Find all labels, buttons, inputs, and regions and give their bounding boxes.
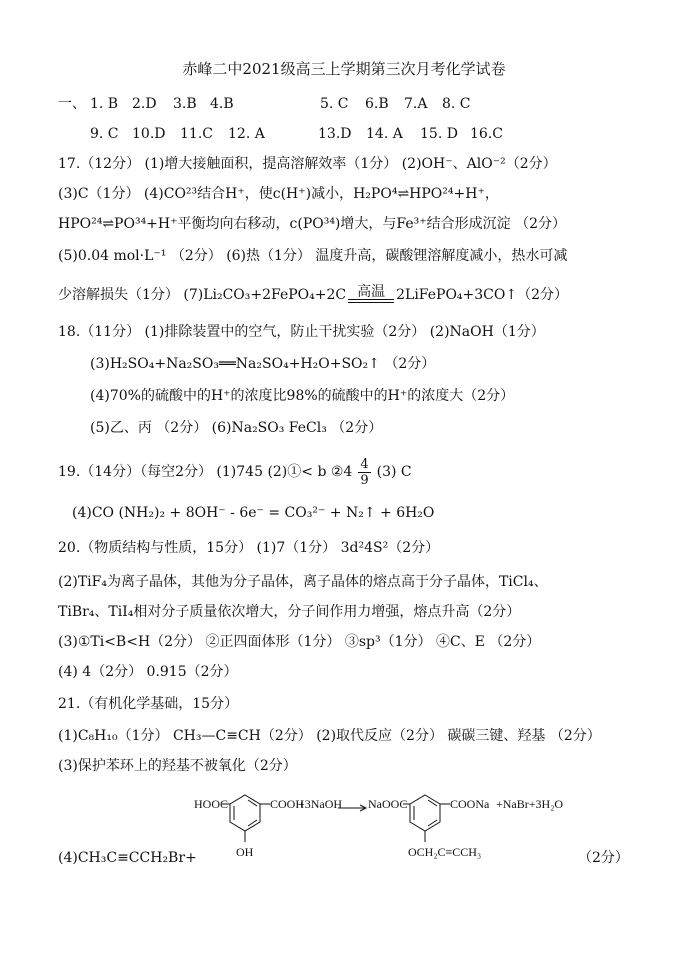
q19-text: 19.（14分）（每空2分） (1)745 (2)①< b ②4 (58, 464, 353, 480)
q20-line: 20.（物质结构与性质，15分） (1)7（1分） 3d²4S²（2分） (58, 540, 440, 556)
mc-answer: 5. C (320, 96, 349, 112)
q21-line: (1)C₈H₁₀（1分） CH₃—C≡CH（2分） (2)取代反应（2分） 碳碳三键、羟基 （2分） (58, 728, 601, 744)
q19-text: (3) C (376, 464, 412, 480)
scheme-label: OCH₂C≡CCH₃ (408, 845, 482, 859)
condition-label: 高温 (357, 284, 386, 300)
mc-answer: 14. A (366, 126, 403, 142)
scheme-label: COONa (450, 797, 490, 811)
mc-answer: 6.B (365, 96, 389, 112)
fraction-numerator: 4 (360, 456, 369, 472)
q17-equation-right: 2LiFePO₄+3CO↑（2分） (396, 287, 568, 303)
q20-line: (4) 4（2分） 0.915（2分） (58, 664, 238, 680)
q18-line: 18.（11分） (1)排除装置中的空气，防止干扰实验（2分） (2)NaOH（1分） (58, 324, 545, 340)
q17-line (58, 280, 568, 310)
section-label: 一、 (58, 96, 86, 112)
scheme-label: HOOC (194, 797, 229, 811)
q19-line: (4)CO (NH₂)₂ + 8OH⁻ - 6e⁻ = CO₃²⁻ + N₂↑ + 6H₂O (72, 505, 435, 521)
mc-answer: 1. B (90, 96, 119, 112)
q21-line: (4)CH₃C≡CCH₂Br+ (58, 850, 197, 866)
q17-line: HPO²⁴⇌PO³⁴+H⁺平衡均向右移动，c(PO³⁴)增大，与Fe³⁺结合形成沉淀 （2分） (58, 216, 566, 232)
q18-line: (3)H₂SO₄+Na₂SO₃══Na₂SO₄+H₂O+SO₂↑ （2分） (90, 356, 436, 372)
mc-answer: 3.B (173, 96, 197, 112)
mc-answer: 12. A (228, 126, 265, 142)
reaction-scheme (190, 780, 590, 890)
mc-answer: 4.B (210, 96, 234, 112)
mc-answer: 16.C (470, 126, 503, 142)
scheme-label: +3NaOH (298, 797, 343, 811)
mc-answer: 2.D (132, 96, 157, 112)
q21-line: (3)保护苯环上的羟基不被氧化（2分） (58, 758, 297, 774)
scheme-label: COOH (270, 797, 305, 811)
q20-line: TiBr₄、TiI₄相对分子质量依次增大，分子间作用力增强，熔点升高（2分） (58, 604, 521, 620)
scheme-label: +NaBr+3H₂O (496, 797, 564, 811)
q20-line: (2)TiF₄为离子晶体，其他为分子晶体，离子晶体的熔点高于分子晶体，TiCl₄、 (58, 574, 548, 590)
q17-line: (3)C（1分） (4)CO²³结合H⁺，使c(H⁺)减小，H₂PO⁴⇌HPO²⁴+H⁺， (58, 186, 499, 202)
fraction-denominator: 9 (360, 472, 369, 488)
q17-equation-left: 少溶解损失（1分） (7)Li₂CO₃+2FePO₄+2C (58, 287, 347, 303)
score: （2分） (578, 850, 629, 866)
mc-answer: 9. C (90, 126, 119, 142)
fraction (358, 457, 370, 488)
mc-answer: 13.D (318, 126, 352, 142)
mc-answer: 11.C (180, 126, 213, 142)
q21-line: 21.（有机化学基础，15分） (58, 696, 239, 712)
mc-answer: 15. D (420, 126, 458, 142)
q20-line: (3)①Ti<B<H（2分） ②正四面体形（1分） ③sp³（1分） ④C、E （2分） (58, 634, 541, 650)
scheme-label: OH (236, 845, 254, 859)
page-title: 赤峰二中2021级高三上学期第三次月考化学试卷 (182, 60, 506, 78)
mc-answer: 7.A (404, 96, 428, 112)
mc-answer: 10.D (132, 126, 166, 142)
q18-line: (4)70%的硫酸中的H⁺的浓度比98%的硫酸中的H⁺的浓度大（2分） (90, 388, 515, 404)
mc-answer: 8. C (442, 96, 471, 112)
scheme-label: NaOOC (368, 797, 408, 811)
q17-line: 17.（12分） (1)增大接触面积，提高溶解效率（1分） (2)OH⁻、AlO⁻²（2分） (58, 156, 557, 172)
reaction-condition (348, 280, 394, 310)
q18-line: (5)乙、丙 （2分） (6)Na₂SO₃ FeCl₃ （2分） (90, 420, 383, 436)
q17-line: (5)0.04 mol·L⁻¹ （2分） (6)热（1分） 温度升高，碳酸锂溶解度减小，热水可减 (58, 248, 568, 264)
q19-line (58, 452, 412, 492)
